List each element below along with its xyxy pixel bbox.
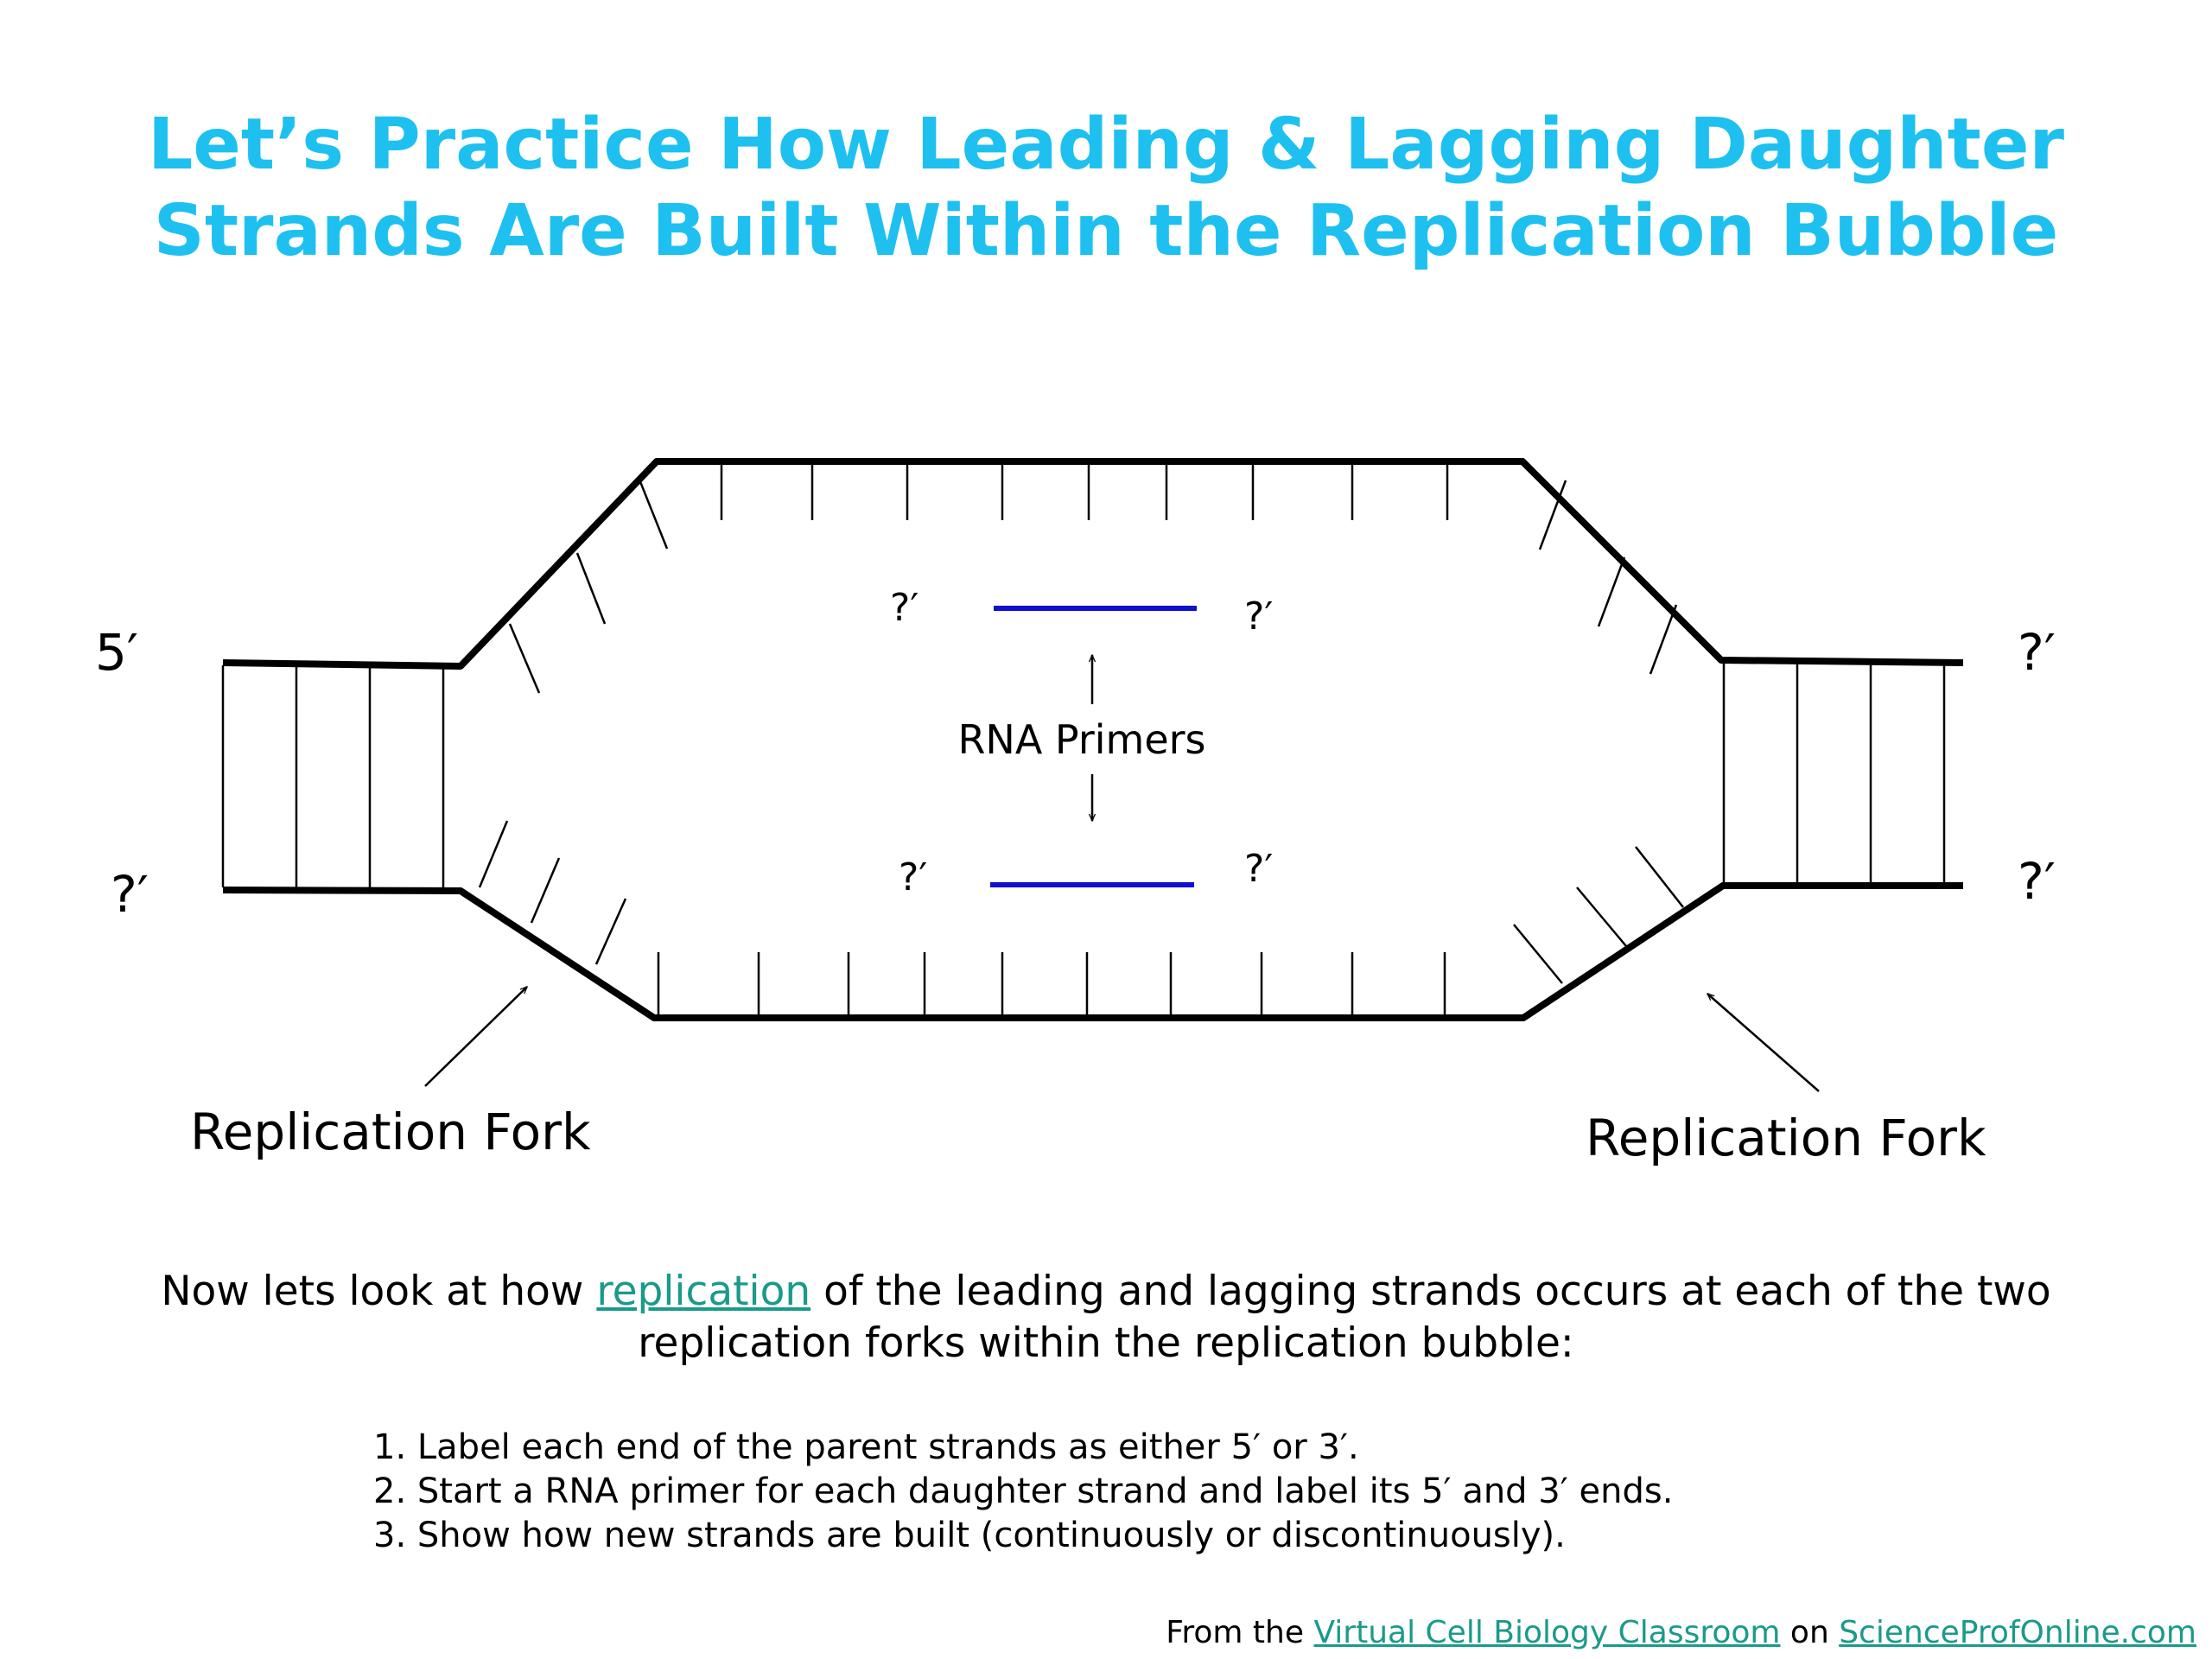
rna-primers-label: RNA Primers <box>957 716 1206 763</box>
replication-link[interactable]: replication <box>596 1268 811 1315</box>
credit-prefix: From the <box>1166 1615 1314 1650</box>
intro-line-2: replication forks within the replication bubble: <box>638 1319 1574 1367</box>
site-link[interactable]: ScienceProfOnline.com <box>1839 1615 2196 1650</box>
title-line-1: Let’s Practice How Leading & Lagging Daughter <box>148 104 2064 186</box>
instruction-steps <box>373 1426 1673 1558</box>
primer-bottom-right-label: ?′ <box>1244 847 1274 891</box>
right-top-end-label: ?′ <box>2018 623 2056 682</box>
step-item: 1. Label each end of the parent strands as either 5′ or 3′. <box>373 1427 1359 1467</box>
right-bottom-end-label: ?′ <box>2018 852 2056 911</box>
fork-left-arrow <box>425 987 527 1086</box>
bottom-strand-bases <box>480 821 1683 1014</box>
fork-left-label: Replication Fork <box>190 1103 591 1161</box>
right-base-pairs <box>1724 661 1944 886</box>
left-bottom-end-label: ?′ <box>111 865 149 924</box>
fork-right-label: Replication Fork <box>1586 1109 1986 1167</box>
classroom-link[interactable]: Virtual Cell Biology Classroom <box>1313 1615 1781 1650</box>
instructions-intro <box>0 1266 2212 1370</box>
title-line-2: Strands Are Built Within the Replication Bubble <box>153 190 2059 272</box>
left-top-end-label: 5′ <box>95 623 139 682</box>
step-item: 3. Show how new strands are built (continuously or discontinuously). <box>373 1516 1566 1555</box>
bottom-parent-strand <box>223 886 1963 1018</box>
top-parent-strand <box>223 461 1963 666</box>
primer-bottom-left-label: ?′ <box>899 855 928 899</box>
credit-middle: on <box>1780 1615 1840 1650</box>
step-item: 2. Start a RNA primer for each daughter strand and label its 5′ and 3′ ends. <box>373 1471 1674 1511</box>
fork-right-arrow <box>1707 994 1819 1091</box>
intro-before: Now lets look at how <box>161 1268 597 1315</box>
left-base-pairs <box>223 665 443 890</box>
primer-top-right-label: ?′ <box>1244 594 1274 639</box>
intro-line-1 <box>0 1266 2212 1318</box>
primer-top-left-label: ?′ <box>890 586 919 630</box>
intro-after: of the leading and lagging strands occurs at each of the two <box>810 1268 2051 1315</box>
source-credit <box>1166 1614 2196 1652</box>
